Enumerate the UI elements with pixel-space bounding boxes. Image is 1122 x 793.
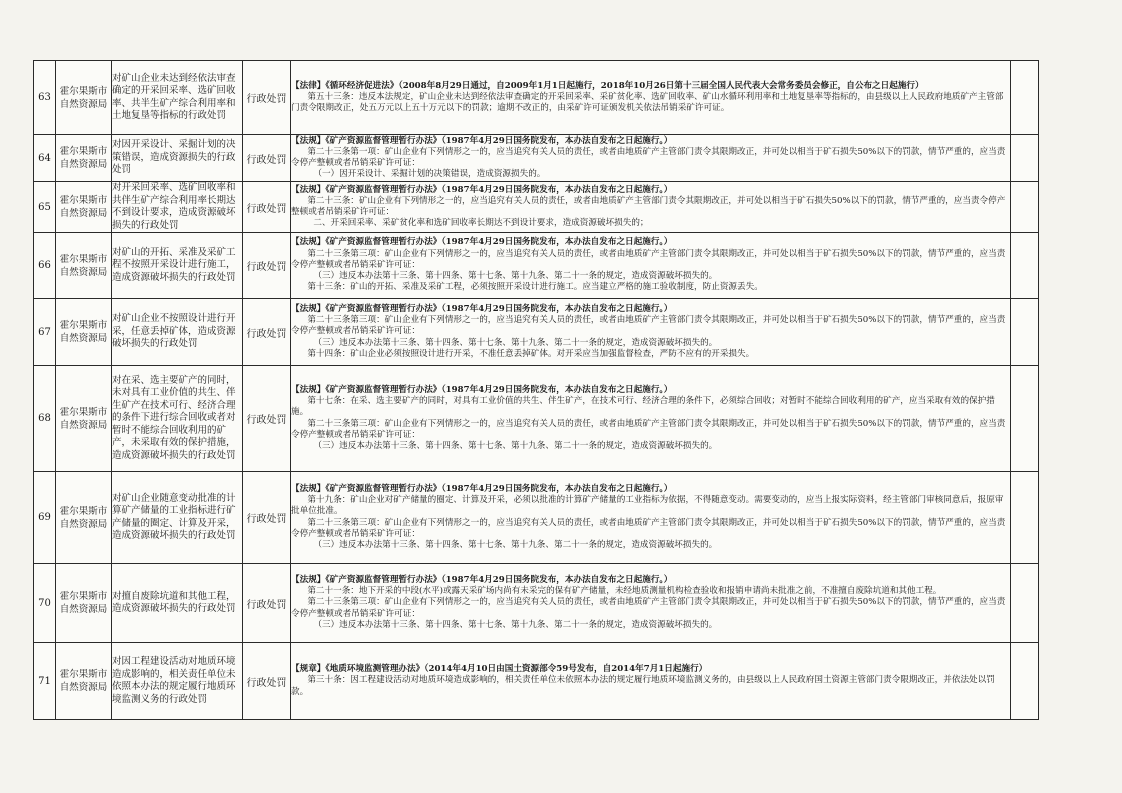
legal-basis-line: 【法规】《矿产资源监督管理暂行办法》（1987年4月29日国务院发布，本办法自发布之日起施行。） bbox=[291, 574, 673, 585]
law-enforcement-table bbox=[33, 60, 1039, 720]
legal-basis-line: （三）违反本办法第十三条、第十四条、第十七条、第十九条、第二十一条的规定，造成资源破坏损失的。 bbox=[313, 619, 718, 630]
remarks-cell bbox=[1011, 182, 1039, 233]
table-row bbox=[34, 299, 1039, 366]
legal-basis-line: 第二十三条第三项：矿山企业有下列情形之一的，应当追究有关人员的责任，或者由地质矿产主管部门责令其限期改正，并可处以相当于矿石损失50%以下的罚款，情节严重的，应当责令停产整顿或者吊销采矿许可证： bbox=[291, 517, 1006, 539]
legal-basis-line: 二、开采回采率、采矿贫化率和选矿回收率长期达不到设计要求，造成资源破坏损失的； bbox=[313, 218, 649, 229]
row-number: 67 bbox=[34, 299, 56, 366]
legal-basis bbox=[291, 233, 1011, 299]
penalty-item: 对擅自废除坑道和其他工程，造成资源破坏损失的行政处罚 bbox=[112, 564, 243, 643]
legal-basis-line: 第十九条：矿山企业对矿产储量的圈定、计算及开采，必须以批准的计算矿产储量的工业指标为依据，不得随意变动。需要变动的，应当上报实际资料，经主管部门审核同意后，报原审批单位批准。 bbox=[291, 495, 1004, 517]
penalty-type: 行政处罚 bbox=[243, 299, 291, 366]
legal-basis-line: 【法律】《循环经济促进法》（2008年8月29日通过，自2009年1月1日起施行，2018年10月26日第十三届全国人民代表大会常务委员会修正，自公布之日起施行） bbox=[291, 80, 924, 91]
row-number: 65 bbox=[34, 182, 56, 233]
legal-basis bbox=[291, 472, 1011, 564]
table-row bbox=[34, 366, 1039, 472]
remarks-cell bbox=[1011, 366, 1039, 472]
row-number: 64 bbox=[34, 135, 56, 182]
penalty-item: 对开采回采率、选矿回收率和共伴生矿产综合利用率长期达不到设计要求，造成资源破坏损失的行政处罚 bbox=[112, 182, 243, 233]
legal-basis-line: 第五十三条：违反本法规定，矿山企业未达到经依法审查确定的开采回采率、采矿贫化率、选矿回收率、矿山水循环利用率和土地复垦率等指标的，由县级以上人民政府地质矿产主管部门责令限期改正，处五万元以上五十万元以下的罚款；逾期不改正的，由采矿许可证颁发机关依法吊销采矿许可证。 bbox=[291, 91, 1004, 114]
remarks-cell bbox=[1011, 472, 1039, 564]
legal-basis-line: 【法规】《矿产资源监督管理暂行办法》（1987年4月29日国务院发布，本办法自发布之日起施行。） bbox=[291, 237, 673, 248]
table-row bbox=[34, 472, 1039, 564]
penalty-type: 行政处罚 bbox=[243, 564, 291, 643]
legal-basis-line: 【法规】《矿产资源监督管理暂行办法》（1987年4月29日国务院发布，本办法自发布之日起施行。） bbox=[291, 384, 673, 395]
penalty-item: 对因开采设计、采掘计划的决策错误，造成资源损失的行政处罚 bbox=[112, 135, 243, 182]
table-row bbox=[34, 564, 1039, 643]
legal-basis bbox=[291, 366, 1011, 472]
legal-basis-line: （三）违反本办法第十三条、第十四条、第十七条、第十九条、第二十一条的规定，造成资源破坏损失的。 bbox=[313, 337, 718, 348]
enforcement-agency: 霍尔果斯市自然资源局 bbox=[56, 182, 112, 233]
legal-basis-line: 第二十三条第三项：矿山企业有下列情形之一的，应当追究有关人员的责任，或者由地质矿产主管部门责令其限期改正，并可处以相当于矿石损失50%以下的罚款，情节严重的，应当责令停产整顿或者吊销采矿许可证： bbox=[291, 418, 1006, 440]
legal-basis-line: （三）违反本办法第十三条、第十四条、第十七条、第十九条、第二十一条的规定，造成资源破坏损失的。 bbox=[313, 539, 718, 550]
legal-basis-line: （三）违反本办法第十三条、第十四条、第十七条、第十九条、第二十一条的规定，造成资源破坏损失的。 bbox=[313, 271, 718, 282]
legal-basis-line: 第二十三条第三项：矿山企业有下列情形之一的，应当追究有关人员的责任，或者由地质矿产主管部门责令其限期改正，并可处以相当于矿石损失50%以下的罚款，情节严重的，应当责令停产整顿或者吊销采矿许可证： bbox=[291, 597, 1006, 619]
table-row bbox=[34, 135, 1039, 182]
legal-basis-line: 第三十条：因工程建设活动对地质环境造成影响的，相关责任单位未依照本办法的规定履行地质环境监测义务的，由县级以上人民政府国土资源主管部门责令限期改正，并依法处以罚款。 bbox=[291, 675, 995, 697]
legal-basis bbox=[291, 564, 1011, 643]
remarks-cell bbox=[1011, 299, 1039, 366]
table-row bbox=[34, 643, 1039, 720]
legal-basis-line: （三）违反本办法第十三条、第十四条、第十七条、第十九条、第二十一条的规定，造成资源破坏损失的。 bbox=[313, 440, 718, 451]
row-number: 63 bbox=[34, 61, 56, 135]
enforcement-agency: 霍尔果斯市自然资源局 bbox=[56, 564, 112, 643]
penalty-type: 行政处罚 bbox=[243, 233, 291, 299]
legal-basis-line: 【法规】《矿产资源监督管理暂行办法》（1987年4月29日国务院发布，本办法自发布之日起施行。） bbox=[291, 135, 673, 146]
penalty-type: 行政处罚 bbox=[243, 135, 291, 182]
penalty-type: 行政处罚 bbox=[243, 366, 291, 472]
enforcement-agency: 霍尔果斯市自然资源局 bbox=[56, 643, 112, 720]
legal-basis-line: （一）因开采设计、采掘计划的决策错误，造成资源损失的。 bbox=[313, 169, 546, 180]
legal-basis bbox=[291, 643, 1011, 720]
legal-basis-line: 【法规】《矿产资源监督管理暂行办法》（1987年4月29日国务院发布，本办法自发布之日起施行。） bbox=[291, 184, 673, 195]
row-number: 70 bbox=[34, 564, 56, 643]
row-number: 71 bbox=[34, 643, 56, 720]
legal-basis bbox=[291, 61, 1011, 135]
legal-basis-line: 第二十三条：矿山企业有下列情形之一的，应当追究有关人员的责任，或者由地质矿产主管部门责令其限期改正，并可处以相当于矿石损失50%以下的罚款，情节严重的，应当责令停产整顿或者吊销采矿许可证： bbox=[291, 195, 1006, 217]
row-number: 69 bbox=[34, 472, 56, 564]
penalty-item: 对矿山企业未达到经依法审查确定的开采回采率、选矿回收率、共半生矿产综合利用率和土地复垦等指标的行政处罚 bbox=[112, 61, 243, 135]
legal-basis bbox=[291, 299, 1011, 366]
legal-basis-line: 第十七条：在采、选主要矿产的同时，对具有工业价值的共生、伴生矿产，在技术可行、经济合理的条件下，必须综合回收；对暂时不能综合回收利用的矿产，应当采取有效的保护措施。 bbox=[291, 396, 995, 418]
enforcement-agency: 霍尔果斯市自然资源局 bbox=[56, 135, 112, 182]
penalty-type: 行政处罚 bbox=[243, 182, 291, 233]
legal-basis bbox=[291, 135, 1011, 182]
remarks-cell bbox=[1011, 61, 1039, 135]
penalty-item: 对在采、选主要矿产的同时，未对具有工业价值的共生、伴生矿产在技术可行、经济合理的条件下进行综合回收或者对暂时不能综合回收利用的矿产，未采取有效的保护措施，造成资源破坏损失的行政处罚 bbox=[112, 366, 243, 472]
table-row bbox=[34, 182, 1039, 233]
penalty-item: 对矿山企业不按照设计进行开采，任意丢掉矿体，造成资源破坏损失的行政处罚 bbox=[112, 299, 243, 366]
enforcement-agency: 霍尔果斯市自然资源局 bbox=[56, 366, 112, 472]
legal-basis-line: 第十三条：矿山的开拓、采准及采矿工程，必须按照开采设计进行施工。应当建立严格的施工验收制度，防止资源丢失。 bbox=[307, 282, 763, 293]
penalty-type: 行政处罚 bbox=[243, 643, 291, 720]
penalty-type: 行政处罚 bbox=[243, 61, 291, 135]
legal-basis-line: 第二十三条第三项：矿山企业有下列情形之一的，应当追究有关人员的责任，或者由地质矿产主管部门责令其限期改正，并可处以相当于矿石损失50%以下的罚款，情节严重的，应当责令停产整顿或者吊销采矿许可证： bbox=[291, 248, 1006, 270]
legal-basis-line: 【法规】《矿产资源监督管理暂行办法》（1987年4月29日国务院发布，本办法自发布之日起施行。） bbox=[291, 483, 673, 494]
row-number: 66 bbox=[34, 233, 56, 299]
remarks-cell bbox=[1011, 643, 1039, 720]
remarks-cell bbox=[1011, 233, 1039, 299]
enforcement-agency: 霍尔果斯市自然资源局 bbox=[56, 233, 112, 299]
remarks-cell bbox=[1011, 135, 1039, 182]
table-row bbox=[34, 233, 1039, 299]
enforcement-agency: 霍尔果斯市自然资源局 bbox=[56, 299, 112, 366]
legal-basis-line: 第二十三条第一项：矿山企业有下列情形之一的，应当追究有关人员的责任，或者由地质矿产主管部门责令其限期改正，并可处以相当于矿石损失50%以下的罚款，情节严重的，应当责令停产整顿或者吊销采矿许可证： bbox=[291, 146, 1006, 168]
table-row bbox=[34, 61, 1039, 135]
penalty-item: 对矿山的开拓、采准及采矿工程不按照开采设计进行施工，造成资源破坏损失的行政处罚 bbox=[112, 233, 243, 299]
penalty-item: 对因工程建设活动对地质环境造成影响的，相关责任单位未依照本办法的规定履行地质环境监测义务的行政处罚 bbox=[112, 643, 243, 720]
legal-basis bbox=[291, 182, 1011, 233]
legal-basis-line: 第二十一条：地下开采的中段(水平)或露天采矿场内尚有未采完的保有矿产储量，未经地质测量机构检查验收和报销申请尚未批准之前，不准擅自废除坑道和其他工程。 bbox=[307, 586, 942, 597]
legal-basis-line: 【法规】《矿产资源监督管理暂行办法》（1987年4月29日国务院发布，本办法自发布之日起施行。） bbox=[291, 303, 673, 314]
enforcement-agency: 霍尔果斯市自然资源局 bbox=[56, 472, 112, 564]
row-number: 68 bbox=[34, 366, 56, 472]
remarks-cell bbox=[1011, 564, 1039, 643]
penalty-item: 对矿山企业随意变动批准的计算矿产储量的工业指标进行矿产储量的圈定、计算及开采，造成资源破坏损失的行政处罚 bbox=[112, 472, 243, 564]
penalty-type: 行政处罚 bbox=[243, 472, 291, 564]
legal-basis-line: 第十四条：矿山企业必须按照设计进行开采，不准任意丢掉矿体。对开采应当加强监督检查，严防不应有的开采损失。 bbox=[307, 348, 755, 359]
legal-basis-line: 【规章】《地质环境监测管理办法》（2014年4月10日由国土资源部令59号发布，自2014年7月1日起施行） bbox=[291, 664, 708, 675]
legal-basis-line: 第二十三条第三项：矿山企业有下列情形之一的，应当追究有关人员的责任，或者由地质矿产主管部门责令其限期改正，并可处以相当于矿石损失50%以下的罚款，情节严重的，应当责令停产整顿或者吊销采矿许可证： bbox=[291, 315, 1006, 337]
enforcement-agency: 霍尔果斯市自然资源局 bbox=[56, 61, 112, 135]
